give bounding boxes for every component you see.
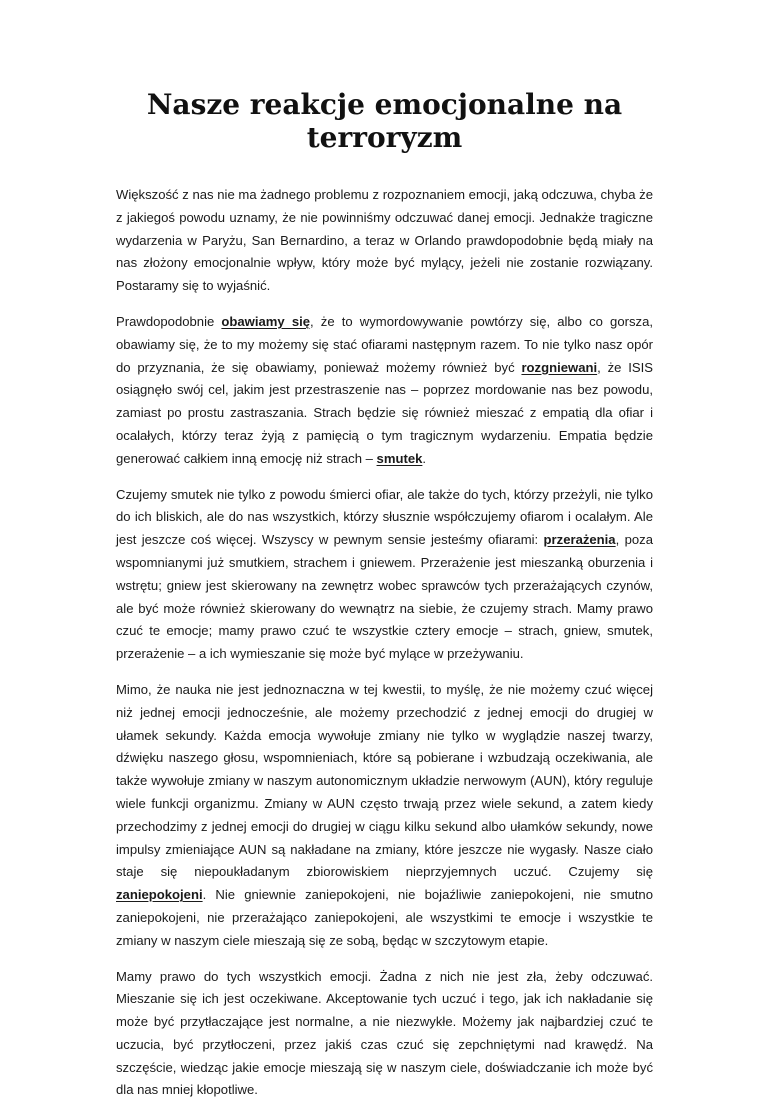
keyword-zaniepokojeni: zaniepokojeni [116, 887, 203, 903]
paragraph-text: Mimo, że nauka nie jest jednoznaczna w tej kwestii, to myślę, że nie możemy czuć więcej niż jednej emocji jednocześnie, ale możemy przechodzić z jednej emocji do drugiej w ułamek sekundy. Każda emocja wywołuje zmiany nie tylko w wyglądzie naszej twarzy, dźwięku naszego głosu, wspomnieniach, które są pobierane i wzbudzają oczekiwania, ale także wywołuje zmiany w naszym autonomicznym układzie nerwowym (AUN), który reguluje wiele funkcji organizmu. Zmiany w AUN często trwają przez wiele sekund, a zatem kiedy przechodzimy z jednej emocji do drugiej w ciągu kilku sekund albo ułamków sekundy, nowe impulsy zmieniające AUN są nakładane na zmiany, które jeszcze nie wygasły. Nasze ciało staje się niepoukładanym zbiorowiskiem nieprzyjemnych uczuć. Czujemy się [116, 681, 653, 880]
document-page [116, 88, 653, 1115]
paragraph-text: , że ISIS osiągnęło swój cel, jakim jest przestraszenie nas – poprzez mordowanie nas bez powodu, zamiast po prostu zastraszania. Strach będzie się również mieszać z empatią dla ofiar i ocalałych, którzy teraz żyją z pamięcią o tym tragicznym wydarzeniu. Empatia będzie generować całkiem inną emocję niż strach – [116, 359, 653, 466]
paragraph-5 [116, 966, 653, 1103]
paragraph-text: , że to wymordowywanie powtórzy się, albo co gorsza, obawiamy się, że to my możemy się stać ofiarami następnym razem. To nie tylko nasz opór do przyznania, że się obawiamy, ponieważ możemy również być [116, 313, 653, 375]
paragraph-1 [116, 184, 653, 298]
paragraph-4 [116, 679, 653, 953]
keyword-rozgniewani: rozgniewani [521, 359, 598, 375]
keyword-przerazenia: przerażenia [543, 532, 616, 548]
paragraph-text: , poza wspomnianymi już smutkiem, strachem i gniewem. Przerażenie jest mieszanką oburzenia i wstrętu; gniew jest skierowany na zewnętrz wobec sprawców tych przerażających czynów, ale być może również skierowany do wewnątrz na siebie, że czujemy strach. Mamy prawo czuć te emocje; mamy prawo czuć te wszystkie cztery emocje – strach, gniew, smutek, przerażenie – a ich wymieszanie się może być mylące w przeżywaniu. [116, 532, 653, 662]
paragraph-text: Czujemy smutek nie tylko z powodu śmierci ofiar, ale także do tych, którzy przeżyli, nie tylko do ich bliskich, ale do nas wszystkich, którzy słusznie współczujemy ofiarom i ocalałym. Ale jest jeszcze coś więcej. Wszyscy w pewnym sensie jesteśmy ofiarami: [116, 486, 653, 548]
paragraph-text: . Nie gniewnie zaniepokojeni, nie bojaźliwie zaniepokojeni, nie smutno zaniepokojeni, nie przerażająco zaniepokojeni, ale wszystkimi te emocje i wszystkie te zmiany w naszym ciele mieszają się ze sobą, będąc w szczytowym etapie. [116, 887, 653, 948]
paragraph-text: . [422, 450, 427, 466]
keyword-obawiamy-sie: obawiamy się [221, 313, 311, 329]
paragraph-2 [116, 311, 653, 471]
paragraph-text: Prawdopodobnie [116, 313, 222, 329]
keyword-smutek: smutek [376, 450, 423, 466]
paragraph-3 [116, 484, 653, 666]
paragraph-text: Większość z nas nie ma żadnego problemu z rozpoznaniem emocji, jaką odczuwa, chyba że z jakiegoś powodu uznamy, że nie powinniśmy odczuwać danej emocji. Jednakże tragiczne wydarzenia w Paryżu, San Bernardino, a teraz w Orlando prawdopodobnie będą miały na nas złożony emocjonalnie wpływ, który może być mylący, jeżeli nie zostanie rozwiązany. Postaramy się to wyjaśnić. [116, 187, 653, 294]
document-title: Nasze reakcje emocjonalne na terroryzm [146, 88, 623, 154]
paragraph-text: Mamy prawo do tych wszystkich emocji. Żadna z nich nie jest zła, żeby odczuwać. Mieszanie się ich jest oczekiwane. Akceptowanie tych uczuć i tego, jak ich nakładanie się może być przytłaczające jest normalne, a nie niezwykłe. Możemy jak najbardziej czuć te uczucia, być przytłoczeni, przez jakiś czas czuć się zepchniętymi nad krawędź. Na szczęście, wiedząc jakie emocje mieszają się w naszym ciele, doświadczanie ich może być dla nas mniej kłopotliwe. [116, 968, 653, 1098]
